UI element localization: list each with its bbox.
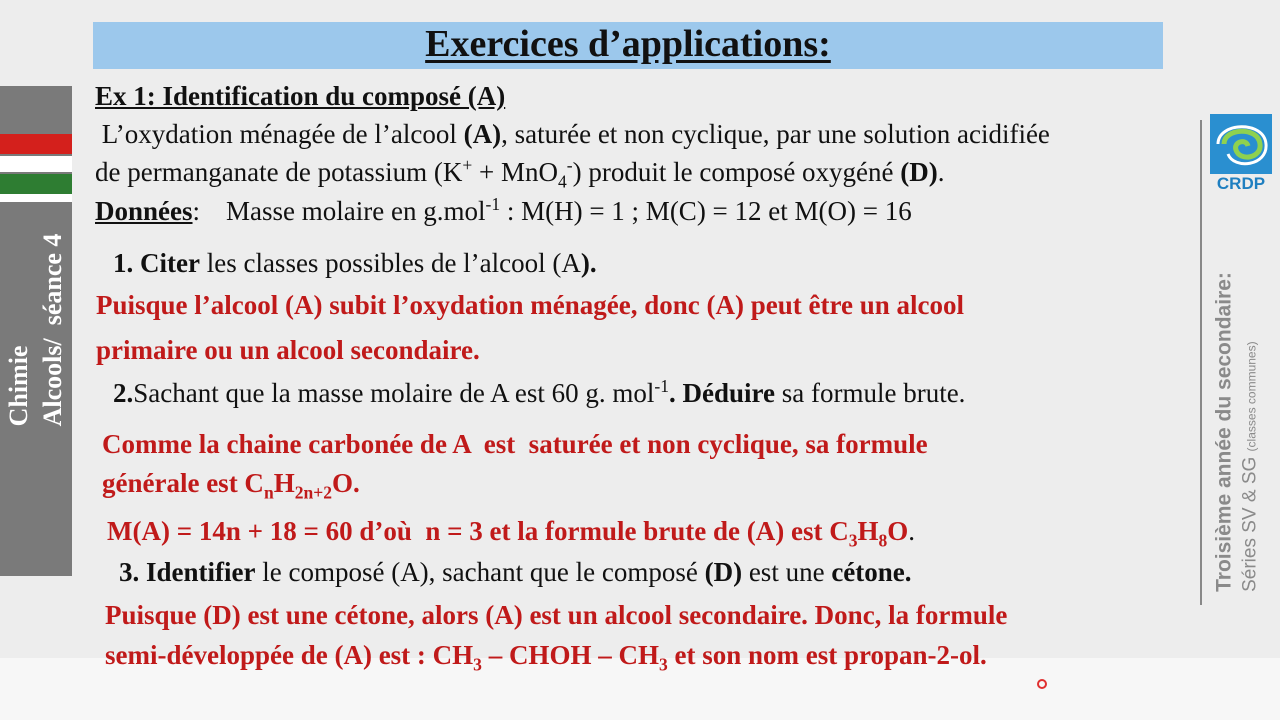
white-stripe — [0, 156, 72, 172]
answer-2-line-3 — [107, 515, 916, 551]
question-2 — [113, 377, 965, 409]
level-label — [1212, 272, 1265, 592]
q2-dot: . — [669, 378, 683, 408]
intro2-text-2: ) produit le composé oxygéné — [572, 157, 901, 187]
answer-2-line-1: Comme la chaine carbonée de A est saturée et non cyclique, sa formule — [102, 429, 928, 459]
a2-sub-8: 8 — [878, 530, 888, 551]
q2-number: 2. — [113, 378, 134, 408]
title-bar — [93, 22, 1163, 69]
exercise-heading: Ex 1: Identification du composé (A) — [95, 81, 506, 111]
q3-compound: (D) — [704, 557, 743, 587]
level-line2 — [1238, 272, 1265, 592]
donnees-values: : M(H) = 1 ; M(C) = 12 et M(O) = 16 — [500, 196, 912, 226]
intro2-mno: + MnO — [472, 157, 558, 187]
intro1-text: L’oxydation ménagée de l’alcool — [95, 119, 464, 149]
a2-calc: M(A) = 14n + 18 = 60 d’où n = 3 et la formule brute de (A) est C — [107, 516, 849, 546]
donnees-text: Masse molaire en g.mol — [226, 196, 486, 226]
a2-o2: O — [887, 516, 909, 546]
q3-number: 3. — [119, 557, 146, 587]
intro2-sup-minus: - — [566, 155, 573, 175]
donnees-line — [95, 195, 912, 227]
a2-sub-3: 3 — [848, 530, 858, 551]
intro2-text: de permanganate de potassium (K — [95, 157, 463, 187]
q2-text: Sachant que la masse molaire de A est 60 g. mol — [133, 378, 655, 408]
answer-3-line-2 — [105, 639, 987, 675]
intro1-compound: (A) — [463, 119, 502, 149]
answer-2-line-2 — [102, 467, 360, 503]
q1-number: 1. — [113, 248, 140, 278]
a2-h: H — [273, 468, 295, 498]
intro2-dot: . — [937, 157, 945, 187]
donnees-colon: : — [192, 196, 201, 226]
a3-chain: – CHOH – CH — [481, 640, 659, 670]
a3-sub-2: 3 — [658, 654, 668, 675]
question-1 — [113, 247, 597, 279]
white-stripe-2 — [0, 194, 72, 202]
answer-1-line-1: Puisque l’alcool (A) subit l’oxydation ménagée, donc (A) peut être un alcool — [96, 290, 964, 320]
q3-verb: Identifier — [146, 557, 256, 587]
level-series: Séries SV & SG — [1239, 451, 1261, 592]
a2-dot: . — [908, 516, 916, 546]
intro1-text-end: , saturée et non cyclique, par une solution acidifiée — [501, 119, 1050, 149]
a3-text: semi-développée de (A) est : CH — [105, 640, 474, 670]
q3-text: le composé (A), sachant que le composé — [255, 557, 705, 587]
crdp-logo — [1210, 114, 1272, 194]
level-line1: Troisième année du secondaire: — [1212, 272, 1236, 592]
a3-name: et son nom est propan-2-ol. — [667, 640, 987, 670]
q3-text-2: est une — [742, 557, 832, 587]
q1-end: ). — [580, 248, 597, 278]
intro-line-2 — [95, 155, 945, 192]
intro2-sup: + — [462, 155, 473, 175]
question-3 — [119, 556, 912, 588]
q1-verb: Citer — [140, 248, 200, 278]
donnees-label: Données — [95, 196, 193, 226]
logo-swirl-icon — [1210, 114, 1272, 174]
answer-1-line-2: primaire ou un alcool secondaire. — [96, 335, 480, 365]
intro2-compound: (D) — [900, 157, 938, 187]
side-label — [2, 234, 70, 427]
q2-verb: Déduire — [682, 378, 775, 408]
q2-rest: sa formule brute. — [775, 378, 966, 408]
red-stripe — [0, 134, 72, 154]
a2-o: O. — [332, 468, 360, 498]
a2-formula-text: générale est C — [102, 468, 264, 498]
answer-3-line-1: Puisque (D) est une cétone, alors (A) est un alcool secondaire. Donc, la formule — [105, 600, 1008, 630]
green-stripe — [0, 174, 72, 194]
right-divider — [1200, 120, 1202, 605]
logo-text: CRDP — [1216, 174, 1266, 193]
a2-h2: H — [857, 516, 879, 546]
q2-sup: -1 — [654, 376, 669, 396]
a2-sub-2n2: 2n+2 — [294, 482, 332, 503]
q1-text: les classes possibles de l’alcool (A — [199, 248, 581, 278]
page-title: Exercices d’applications: — [425, 23, 831, 65]
side-label-lesson: Alcools/ séance 4 — [38, 233, 67, 427]
q3-cetone: cétone. — [831, 557, 912, 587]
donnees-sup: -1 — [485, 194, 501, 214]
a3-sub-1: 3 — [473, 654, 482, 675]
intro-line-1 — [95, 118, 1050, 150]
level-note: (classes communes) — [1244, 341, 1259, 452]
a2-sub-n: n — [263, 482, 274, 503]
side-label-subject: Chimie — [4, 345, 33, 427]
intro2-sub: 4 — [558, 171, 567, 192]
pointer-cursor — [1037, 679, 1047, 689]
